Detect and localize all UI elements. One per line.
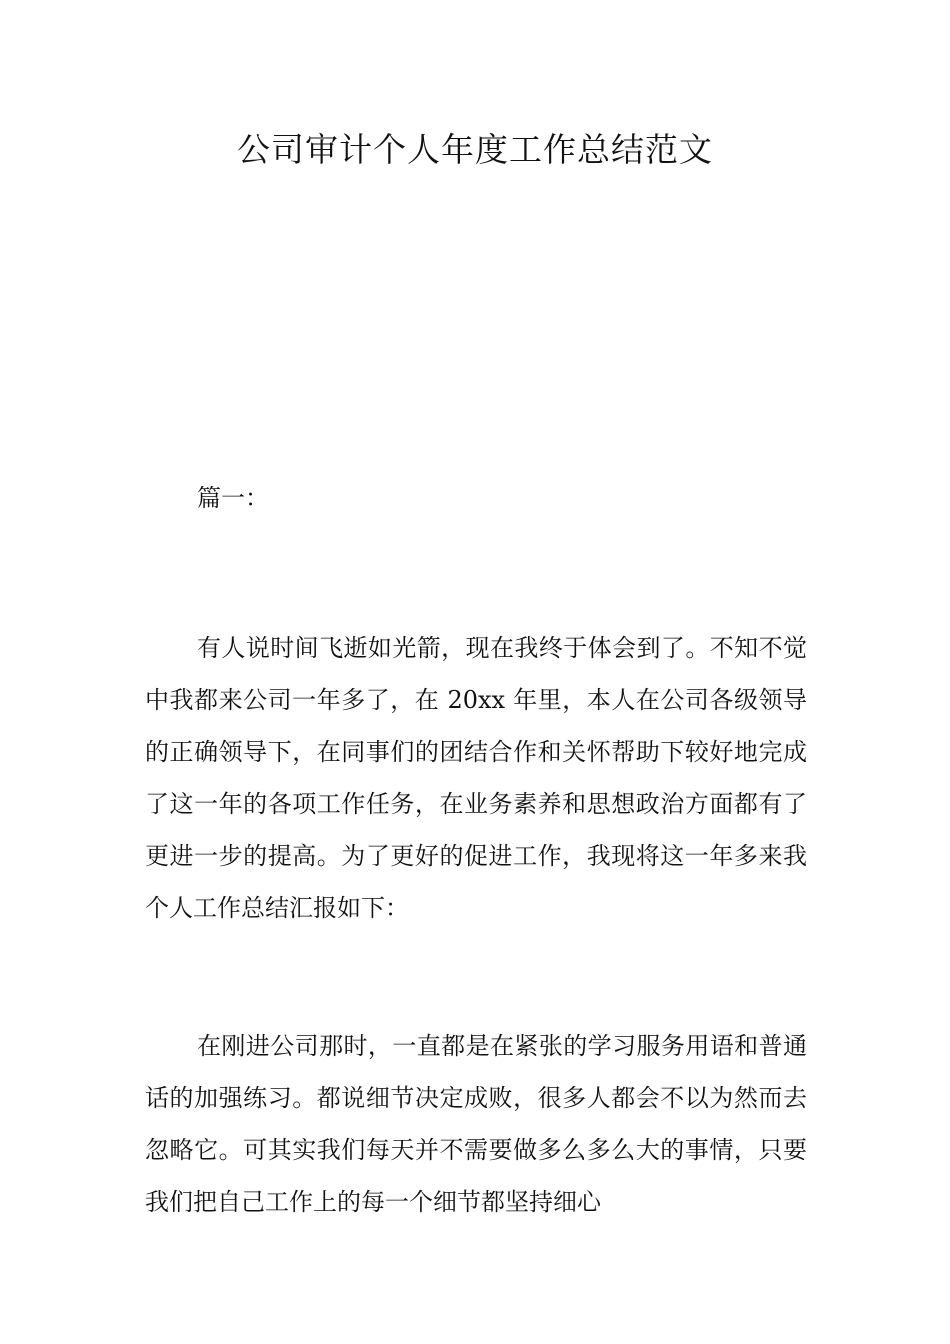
- paragraph-1: 有人说时间飞逝如光箭，现在我终于体会到了。不知不觉中我都来公司一年多了，在 20xx 年里，本人在公司各级领导的正确领导下，在同事们的团结合作和关怀帮助下较好地完成了这一年的各项工作任务，在业务素养和思想政治方面都有了更进一步的提高。为了更好的促进工作，我现将这一年多来我个人工作总结汇报如下：: [145, 634, 807, 922]
- section-label: 篇一：: [197, 484, 269, 512]
- document-title: 公司审计个人年度工作总结范文: [237, 130, 713, 169]
- paragraph-2: 在刚进公司那时，一直都是在紧张的学习服务用语和普通话的加强练习。都说细节决定成败，很多人都会不以为然而去忽略它。可其实我们每天并不需要做多么多么大的事情，只要我们把自己工作上的每一个细节都坚持细心: [145, 1032, 807, 1216]
